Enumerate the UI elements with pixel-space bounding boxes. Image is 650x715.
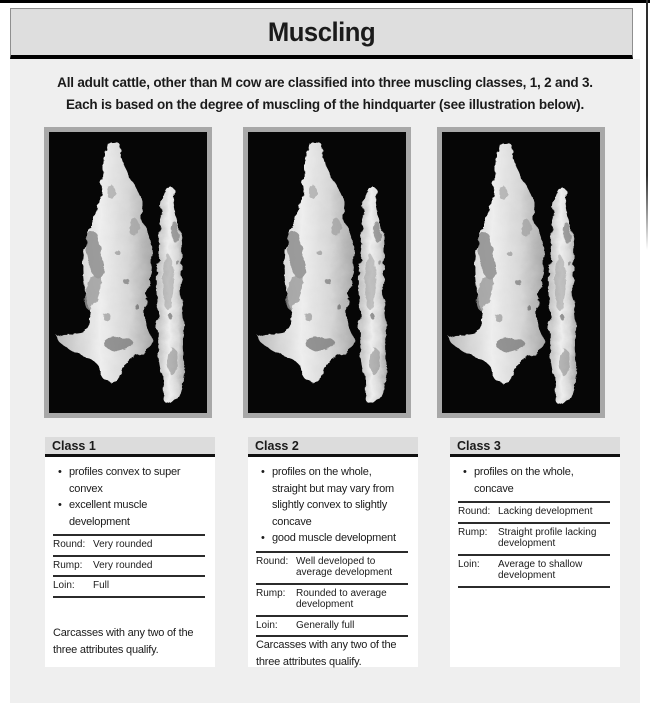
- class-3-attribute-table: [458, 501, 610, 588]
- bullet-icon: •: [58, 499, 62, 511]
- carcass-photo-class-2-icon: [248, 132, 406, 413]
- class-1-column: [45, 437, 215, 667]
- class-1-heading: Class 1: [52, 438, 96, 453]
- attr-value: Very rounded: [93, 559, 153, 571]
- bullet-text: profiles convex to super convex: [69, 466, 181, 495]
- bullet-text: excellent muscle development: [69, 499, 148, 528]
- page-title: Muscling: [267, 16, 376, 47]
- attr-value: Generally full: [296, 619, 355, 631]
- list-item: [53, 497, 205, 530]
- table-row: [458, 501, 610, 522]
- attr-value: Straight profile lacking development: [498, 526, 597, 549]
- class-2-header: [248, 437, 418, 457]
- class-2-bullet-list: [256, 464, 408, 547]
- attr-label: Loin:: [458, 558, 480, 570]
- attr-label: Loin:: [256, 619, 278, 631]
- table-row: [53, 555, 205, 576]
- content-area: [10, 59, 640, 703]
- table-row: [256, 615, 408, 636]
- class-1-header: [45, 437, 215, 457]
- carcass-photo-class-1-icon: [49, 132, 207, 413]
- table-row: [458, 554, 610, 586]
- class-3-column: [450, 437, 620, 667]
- carcass-panel-class-3: [437, 127, 605, 418]
- table-row: [256, 551, 408, 583]
- attr-label: Rump:: [53, 559, 83, 571]
- attr-label: Round:: [53, 539, 86, 550]
- class-2-column: [248, 437, 418, 667]
- list-item: [458, 464, 610, 497]
- intro-text: [10, 59, 640, 116]
- attr-label: Loin:: [53, 580, 75, 591]
- bullet-text: profiles on the whole, concave: [474, 466, 574, 495]
- page-top-rule: [0, 0, 650, 3]
- title-bar: [10, 8, 633, 59]
- class-3-bullet-list: [458, 464, 610, 497]
- attr-value: Rounded to average development: [296, 587, 387, 610]
- list-item: [53, 464, 205, 497]
- bullet-text: profiles on the whole, straight but may vary from slightly convex to slightly concave: [272, 466, 394, 528]
- table-row: [458, 522, 610, 554]
- attr-label: Round:: [256, 555, 289, 567]
- attr-value: Average to shallow development: [498, 558, 583, 581]
- class-3-header: [450, 437, 620, 457]
- class-3-heading: Class 3: [457, 438, 501, 453]
- intro-line-1: All adult cattle, other than M cow are classified into three muscling classes, 1, 2 and 3.: [57, 75, 593, 90]
- class-2-attribute-table: [256, 551, 408, 638]
- bullet-icon: •: [261, 532, 265, 544]
- class-3-body: [450, 457, 620, 667]
- bullet-text: good muscle development: [272, 532, 396, 544]
- attr-value: Very rounded: [93, 539, 153, 550]
- table-row: [256, 583, 408, 615]
- intro-line-2: Each is based on the degree of muscling of the hindquarter (see illustration below).: [65, 97, 585, 112]
- class-2-qualify-note: Carcasses with any two of the three attributes qualify.: [256, 639, 397, 668]
- bullet-icon: •: [261, 466, 265, 478]
- carcass-panel-class-2: [243, 127, 411, 418]
- class-1-attribute-table: [53, 534, 205, 598]
- attr-value: Lacking development: [498, 506, 593, 517]
- attr-label: Rump:: [256, 587, 286, 599]
- attr-label: Round:: [458, 506, 491, 517]
- page-edge-line: [646, 0, 648, 250]
- class-1-bullet-list: [53, 464, 205, 530]
- attr-value: Full: [93, 580, 110, 591]
- class-2-body: [248, 457, 418, 667]
- list-item: [256, 464, 408, 530]
- bullet-icon: •: [463, 466, 467, 478]
- attr-value: Well developed to average development: [296, 555, 393, 578]
- table-row: [53, 534, 205, 555]
- carcass-panel-class-1: [44, 127, 212, 418]
- bullet-icon: •: [58, 466, 62, 478]
- attr-label: Rump:: [458, 526, 488, 538]
- table-row: [53, 575, 205, 596]
- class-1-body: [45, 457, 215, 667]
- list-item: [256, 530, 408, 547]
- class-1-qualify-note: Carcasses with any two of the three attributes qualify.: [53, 627, 194, 656]
- carcass-photo-class-3-icon: [442, 132, 600, 413]
- class-2-heading: Class 2: [255, 438, 299, 453]
